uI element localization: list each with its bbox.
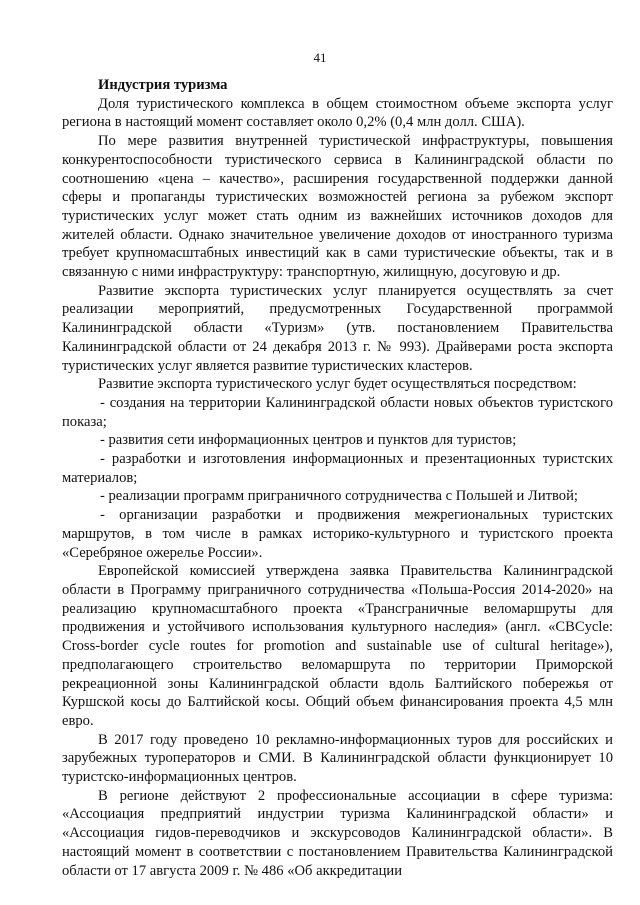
list-item: - создания на территории Калининградской области новых объектов туристского показа; xyxy=(62,394,613,430)
paragraph-state-program: Развитие экспорта туристических услуг планируется осуществлять за счет реализации мероприятий, предусмотренных Государственной программой Калининградской области «Туризм» (утв. постановлением Правительства Калининградской области от 24 декабря 2013 г. № 993). Драйверами роста экспорта туристических услуг является развитие туристических кластеров. xyxy=(62,282,613,374)
paragraph-measures-intro: Развитие экспорта туристического услуг будет осуществляться посредством: xyxy=(98,376,577,393)
list-item: - развития сети информационных центров и пунктов для туристов; xyxy=(100,432,517,449)
paragraph-infrastructure: По мере развития внутренней туристической инфраструктуры, повышения конкурентоспособности туристического сервиса в Калининградской области по соотношению «цена – качество», расширения государственной поддержки данной сферы и пропаганды туристических возможностей региона за рубежом экспорт туристических услуг может стать одним из важнейших источников доходов для жителей области. Однако значительное увеличение доходов от иностранного туризма требует крупномасштабных инвестиций как в сами туристические объекты, так и в связанную с ними инфраструктуру: транспортную, жилищную, досуговую и др. xyxy=(62,133,613,281)
list-item: - реализации программ приграничного сотрудничества с Польшей и Литвой; xyxy=(100,488,578,505)
list-item: - организации разработки и продвижения межрегиональных туристских маршрутов, в том числе в рамках историко-культурного и туристского проекта «Серебряное ожерелье России». xyxy=(62,507,613,561)
page-body xyxy=(62,76,613,880)
paragraph-associations: В регионе действуют 2 профессиональные ассоциации в сфере туризма: «Ассоциация предприятий индустрии туризма Калининградской области» и «Ассоциация гидов-переводчиков и экскурсоводов Калининградской области». В настоящий момент в соответствии с постановлением Правительства Калининградской области от 17 августа 2009 г. № 486 «Об аккредитации xyxy=(62,787,613,879)
paragraph-export-share: Доля туристического комплекса в общем стоимостном объеме экспорта услуг региона в настоящий момент составляет около 0,2% (0,4 млн долл. США). xyxy=(62,95,613,131)
list-item: - разработки и изготовления информационных и презентационных туристских материалов; xyxy=(62,451,613,486)
section-heading: Индустрия туризма xyxy=(98,77,228,93)
page-number: 41 xyxy=(313,50,327,65)
paragraph-cbcycle-project: Европейской комиссией утверждена заявка Правительства Калининградской области в Программу приграничного сотрудничества «Польша-Россия 2014-2020» на реализацию крупномасштабного проекта «Трансграничные веломаршруты для продвижения и устойчивого использования культурного наследия» (англ. «CBCycle: Cross-border cycle routes for promotion and sustainable use of cultural heritage»), предполагающего строительство веломаршрута по территории Приморской рекреационной зоны Калининградской области вдоль Балтийского побережья от Куршской косы до Балтийской косы. Общий объем финансирования проекта 4,5 млн евро. xyxy=(62,563,613,729)
paragraph-info-tours: В 2017 году проведено 10 рекламно-информационных туров для российских и зарубежных туроператоров и СМИ. В Калининградской области функционирует 10 туристско-информационных центров. xyxy=(62,731,613,786)
